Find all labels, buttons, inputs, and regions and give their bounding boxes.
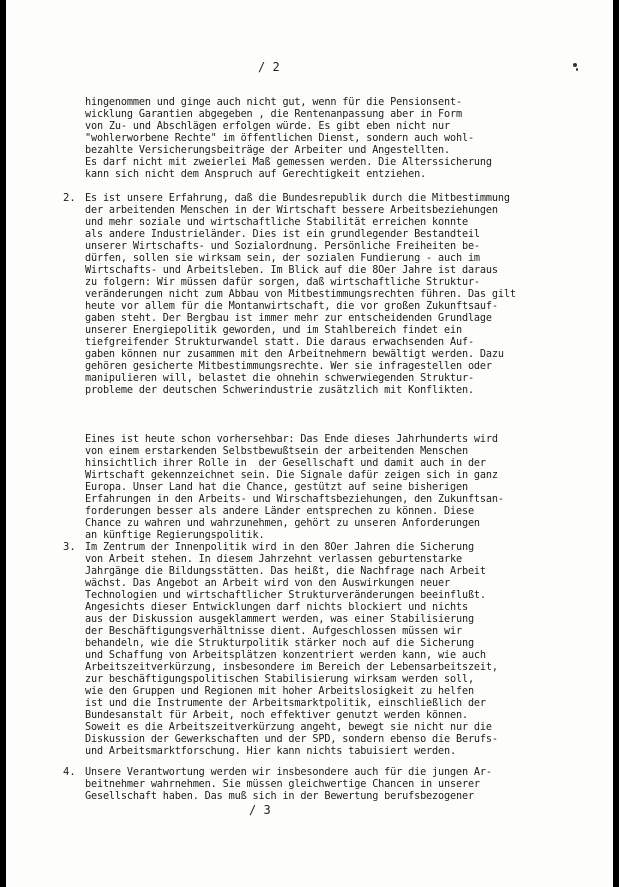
- text-line: als andere Industrieländer. Dies ist ein grundlegender Bestandteil: [85, 229, 480, 240]
- text-line: Erfahrungen in den Arbeits- und Wirschaftsbeziehungen, den Zukunftsan-: [85, 494, 504, 505]
- text-line: Wirtschaft gekennzeichnet sein. Die Signale dafür zeigen sich in ganz: [85, 470, 498, 481]
- paragraph-number: 2.: [63, 192, 76, 204]
- text-line: der Beschäftigungsverhältnisse dient. Aufgeschlossen müssen wir: [85, 626, 462, 637]
- text-line: ist und die Instrumente der Arbeitsmarktpolitik, einschließlich der: [85, 698, 486, 709]
- text-line: und mehr soziale und wirtschaftliche Stabilität erreichen konnte: [85, 217, 468, 228]
- text-line: hingenommen und ginge auch nicht gut, wenn für die Pensionsent-: [85, 97, 462, 108]
- text-line: wicklung Garantien abgegeben , die Rentenanpassung aber in Form: [85, 109, 462, 120]
- text-line: der arbeitenden Menschen in der Wirtschaft bessere Arbeitsbeziehungen: [85, 205, 498, 216]
- text-line: und Arbeitsmarktforschung. Hier kann nichts tabuisiert werden.: [85, 746, 456, 757]
- text-line: Gesellschaft haben. Das muß sich in der Bewertung berufsbezogener: [85, 791, 474, 802]
- text-line: bezahlte Versicherungsbeiträge der Arbeiter und Angestellten.: [85, 145, 450, 156]
- text-line: heute vor allem für die Montanwirtschaft, die vor großen Zukunftsauf-: [85, 301, 498, 312]
- text-line: manipulieren will, belastet die ohnehin schwerwiegenden Struktur-: [85, 373, 474, 384]
- text-line: Jahrgänge die Bildungsstätten. Das heißt, die Nachfrage nach Arbeit: [85, 566, 486, 577]
- text-line: behandeln, wie die Strukturpolitik stärker noch auf die Sicherung: [85, 638, 474, 649]
- text-line: von Arbeit stehen. In diesem Jahrzehnt verlassen geburtenstarke: [85, 554, 462, 565]
- text-line: forderungen besser als andere Länder entsprechen zu können. Diese: [85, 506, 474, 517]
- text-line: Bundesanstalt für Arbeit, noch effektiver genutzt werden können.: [85, 710, 468, 721]
- text-line: von einem erstarkenden Selbstbewußtsein der arbeitenden Menschen: [85, 446, 468, 457]
- text-line: Im Zentrum der Innenpolitik wird in den 8Oer Jahren die Sicherung: [85, 542, 474, 553]
- text-line: Unsere Verantwortung werden wir insbesondere auch für die jungen Ar-: [85, 767, 492, 778]
- text-line: Wirtschafts- und Arbeitsleben. Im Blick auf die 8Oer Jahre ist daraus: [85, 265, 498, 276]
- text-line: Technologien und wirtschaftlicher Strukturveränderungen beeinflußt.: [85, 590, 486, 601]
- text-line: kann sich nicht dem Anspruch auf Gerechtigkeit entziehen.: [85, 169, 427, 180]
- page-number-bottom: / 3: [249, 803, 271, 817]
- text-line: wie den Gruppen und Regionen mit hoher Arbeitslosigkeit zu helfen: [85, 686, 474, 697]
- text-line: und Schaffung von Arbeitsplätzen konzentriert werden kann, wie auch: [85, 650, 486, 661]
- text-line: veränderungen nicht zum Abbau von Mitbestimmungsrechten führen. Das gilt: [85, 289, 516, 300]
- text-line: unserer Energiepolitik geworden, und im Stahlbereich findet ein: [85, 325, 462, 336]
- text-line: Soweit es die Arbeitszeitverkürzung angeht, bewegt sie nicht nur die: [85, 722, 492, 733]
- text-line: gaben steht. Der Bergbau ist immer mehr zur entscheidenden Grundlage: [85, 313, 492, 324]
- paragraph-number: 3.: [63, 541, 76, 553]
- text-line: gaben können nur zusammen mit den Arbeitnehmern bewältigt werden. Dazu: [85, 349, 504, 360]
- text-line: Angesichts dieser Entwicklungen darf nichts blockiert und nichts: [85, 602, 468, 613]
- document-page: [6, 0, 613, 887]
- text-line: probleme der deutschen Schwerindustrie zusätzlich mit Konflikten.: [85, 385, 474, 396]
- paragraph-number: 4.: [63, 766, 76, 778]
- scan-speck: [573, 63, 577, 67]
- text-line: Eines ist heute schon vorhersehbar: Das Ende dieses Jahrhunderts wird: [85, 434, 498, 445]
- text-line: Europa. Unser Land hat die Chance, gestützt auf seine bisherigen: [85, 482, 468, 493]
- text-line: beitnehmer wahrnehmen. Sie müssen gleichwertige Chancen in unserer: [85, 779, 480, 790]
- text-line: tiefgreifender Strukturwandel statt. Die daraus erwachsenden Auf-: [85, 337, 474, 348]
- text-line: zu folgern: Wir müssen dafür sorgen, daß wirtschaftliche Struktur-: [85, 277, 480, 288]
- text-line: dürfen, sollen sie wirksam sein, der sozialen Fundierung - auch im: [85, 253, 480, 264]
- text-line: von Zu- und Abschlägen erfolgen würde. Es gibt eben nicht nur: [85, 121, 450, 132]
- page-number-top: / 2: [258, 60, 280, 74]
- text-line: "wohlerworbene Rechte" im öffentlichen Dienst, sondern auch wohl-: [85, 133, 474, 144]
- text-line: Arbeitszeitverkürzung, insbesondere im Bereich der Lebensarbeitszeit,: [85, 662, 498, 673]
- text-line: Diskussion der Gewerkschaften und der SPD, sondern ebenso die Berufs-: [85, 734, 498, 745]
- text-line: Es ist unsere Erfahrung, daß die Bundesrepublik durch die Mitbestimmung: [85, 193, 510, 204]
- text-line: unserer Wirtschafts- und Sozialordnung. Persönliche Freiheiten be-: [85, 241, 480, 252]
- text-line: Chance zu wahren und wahrzunehmen, gehört zu unseren Anforderungen: [85, 518, 480, 529]
- text-line: wächst. Das Angebot an Arbeit wird von den Auswirkungen neuer: [85, 578, 450, 589]
- text-line: an künftige Regierungspolitik.: [85, 530, 265, 541]
- text-line: hinsichtlich ihrer Rolle in der Gesellschaft und damit auch in der: [85, 458, 486, 469]
- text-line: gehören gesicherte Mitbestimmungsrechte. Wer sie infragestellen oder: [85, 361, 492, 372]
- scan-speck: [576, 68, 578, 71]
- text-line: aus der Diskussion ausgeklammert werden, was einer Stabilisierung: [85, 614, 474, 625]
- text-line: zur beschäftigungspolitischen Stabilisierung wirksam werden soll,: [85, 674, 474, 685]
- text-line: Es darf nicht mit zweierlei Maß gemessen werden. Die Alterssicherung: [85, 157, 492, 168]
